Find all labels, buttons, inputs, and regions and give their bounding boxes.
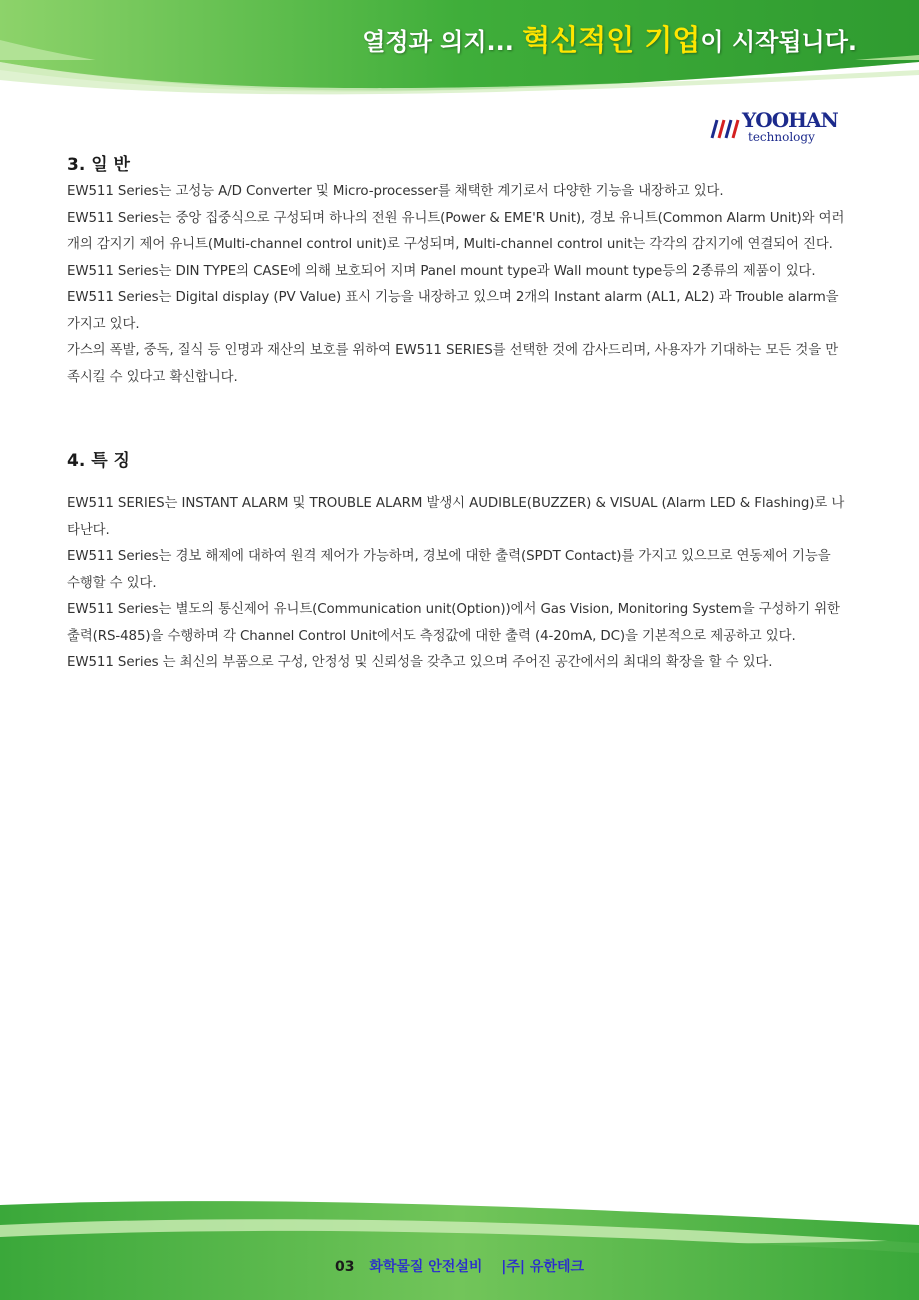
paragraph: EW511 Series 는 최신의 부품으로 구성, 안정성 및 신뢰성을 갖추고 있으며 주어진 공간에서의 최대의 확장을 할 수 있다. (67, 655, 773, 670)
paragraph: EW511 Series는 고성능 A/D Converter 및 Micro-processer를 채택한 계기로서 다양한 기능을 내장하고 있다. (67, 184, 724, 199)
section-title-features: 4. 특 징 (67, 451, 130, 471)
paragraph: EW511 SERIES는 INSTANT ALARM 및 TROUBLE ALARM 발생시 AUDIBLE(BUZZER) & VISUAL (Alarm LED & Flashing)로 나타난다. (67, 496, 845, 538)
document-body (67, 150, 847, 677)
page-footer (0, 1256, 919, 1276)
paragraph: 가스의 폭발, 중독, 질식 등 인명과 재산의 보호를 위하여 EW511 SERIES를 선택한 것에 감사드리며, 사용자가 기대하는 모든 것을 만족시킬 수 있다고 확신합니다. (67, 343, 839, 385)
footer-company: |주| 유한테크 (501, 1259, 585, 1275)
slogan-highlight: 혁신적인 기업 (522, 23, 701, 57)
slogan-suffix: 이 시작됩니다. (700, 28, 857, 56)
company-logo (706, 108, 856, 150)
paragraph: EW511 Series는 경보 해제에 대하여 원격 제어가 가능하며, 경보에 대한 출력(SPDT Contact)를 가지고 있으므로 연동제어 기능을 수행할 수 있다. (67, 549, 831, 591)
slogan-prefix: 열정과 의지... (362, 28, 523, 56)
header-slogan (362, 18, 857, 59)
paragraph: EW511 Series는 별도의 통신제어 유니트(Communication unit(Option))에서 Gas Vision, Monitoring System을 구성하기 위한 출력(RS-485)을 수행하며 각 Channel Control Unit에서도 측정값에 대한 출력 (4-20mA, DC)을 기본적으로 제공하고 있다. (67, 602, 840, 644)
logo-subtitle: technology (748, 130, 815, 144)
footer-wave-banner (0, 1195, 919, 1300)
footer-category: 화학물질 안전설비 (369, 1259, 483, 1275)
paragraph: EW511 Series는 Digital display (PV Value) 표시 기능을 내장하고 있으며 2개의 Instant alarm (AL1, AL2) 과 Trouble alarm을 가지고 있다. (67, 290, 839, 332)
page-number: 03 (334, 1259, 355, 1275)
paragraph: EW511 Series는 중앙 집중식으로 구성되며 하나의 전원 유니트(Power & EME'R Unit), 경보 유니트(Common Alarm Unit)와 여러 개의 감지기 제어 유니트(Multi-channel control unit)로 구성되며, Multi-channel control unit는 각각의 감지기에 연결되어 진다. EW511 Series는 DIN TYPE의 CASE에 의해 보호되어 지며 Panel mount type과 Wall mount type등의 2종류의 제품이 있다. (67, 210, 845, 279)
logo-stripes-icon (708, 114, 742, 140)
section-title-general: 3. 일 반 (67, 155, 130, 175)
logo-wordmark: YOOHAN (742, 108, 838, 132)
